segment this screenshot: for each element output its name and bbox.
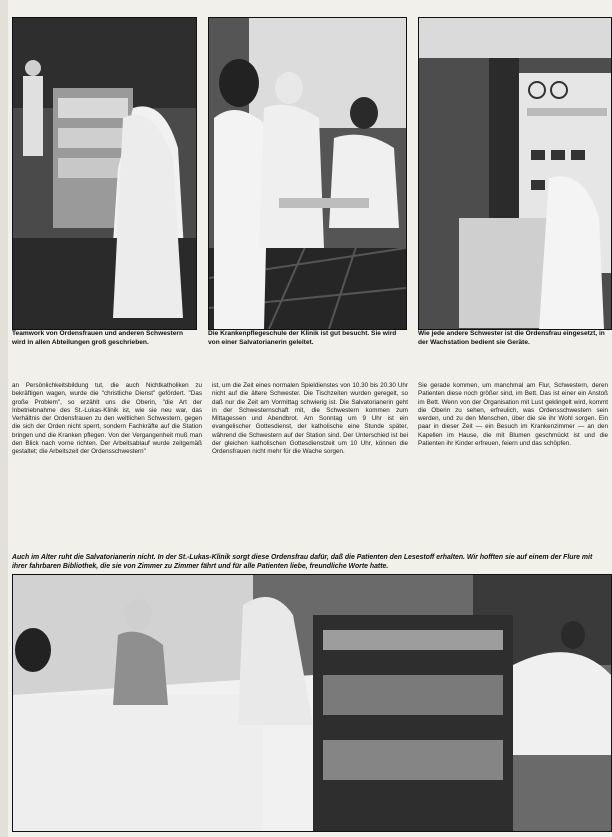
page-gutter: [0, 0, 8, 837]
photo-nurses-beds: [12, 17, 197, 330]
library-photo-caption: Auch im Alter ruht die Salvatorianerin nicht. In der St.-Lukas-Klinik sorgt diese Ordensfrau dafür, daß die Patienten den Lesestoff erhalten. Wir hofften sie auf einem der Flure mit ihrer fahrbaren Bibliothek, die sie von Zimmer zu Zimmer fährt und für alle Patienten liebe, freundliche Worte hatte.: [12, 554, 593, 571]
photo-nursing-school: [208, 17, 407, 330]
article-column-3: Sie gerade kommen, um manchmal am Flur, Schwestern, deren Patienten diese noch größer sind, im Bett. Das ist einer ein Anstoß im Bett. Wenn von der Organisation mit Lust geklingelt wird, kommt die Oberin zu sehen, erfreulich, was Ordensschwestern sein werden, und zu den Menschen, über die sie ihr Wohl sorgen. Ein paar in dieser Zeit — ein Besuch im Krankenzimmer — an den Kapellen im Hause, die mit Blumen geschmückt ist und die Patienten ihr Kinder erfreuen, feiern und das schöpfen.: [418, 382, 608, 448]
article-column-1: an Persönlichkeitsbildung tut, die auch Nichtkatholiken zu bekräftigen wagen, wurde die "christliche Dienst" gefördert. "Das große Problem", so erzählt uns die Oberin, "die Art der Inbetriebnahme des St.-Lukas-Klinik ist, wie sie neu war, das Verhältnis der Ordensfrauen zu den weltlichen Schwestern, gegen die sich der Orden nicht sperrt, sondern Fachkräfte auf die Station bringen und die Kranken pflegen. Von der Vergangenheit muß man den Blick nach vorne richten. Der Arbeitsablauf wurde zeitgemäß gestaltet; die Arbeitszeit der Ordensschwestern": [12, 382, 202, 456]
photo2-caption: Die Krankenpflegeschule der Klinik ist gut besucht. Sie wird von einer Salvatorianerin geleitet.: [208, 330, 397, 346]
article-column-2: ist, um die Zeit eines normalen Spieldienstes von 10.30 bis 20.30 Uhr nicht auf die ältere Schwester. Die Tischzeiten wurden geregelt, so daß nur die Zeit am Vormittag schwierig ist. Die Salvatorianerin geht in der Schwesternschaft mit, die Schwestern kommen zum Mittagessen und Abendbrot. Am Sonntag um 9 Uhr ist ein evangelischer Gottesdienst, der katholische eine Stunde später, während die Schwestern auf der Station sind. Der Unterschied ist bei der gleichen katholischen Gottesdienstzeit um 10 Uhr, können die Ordensfrauen nicht mehr für die Wache sorgen.: [212, 382, 408, 456]
photo-mobile-library: [12, 574, 612, 832]
photo-monitoring-station: [418, 17, 612, 330]
photo1-caption: Teamwork von Ordensfrauen und anderen Schwestern wird in allen Abteilungen groß geschrieben.: [12, 330, 183, 346]
photo3-caption: Wie jede andere Schwester ist die Ordensfrau eingesetzt, in der Wachstation bedient sie Geräte.: [418, 330, 605, 346]
